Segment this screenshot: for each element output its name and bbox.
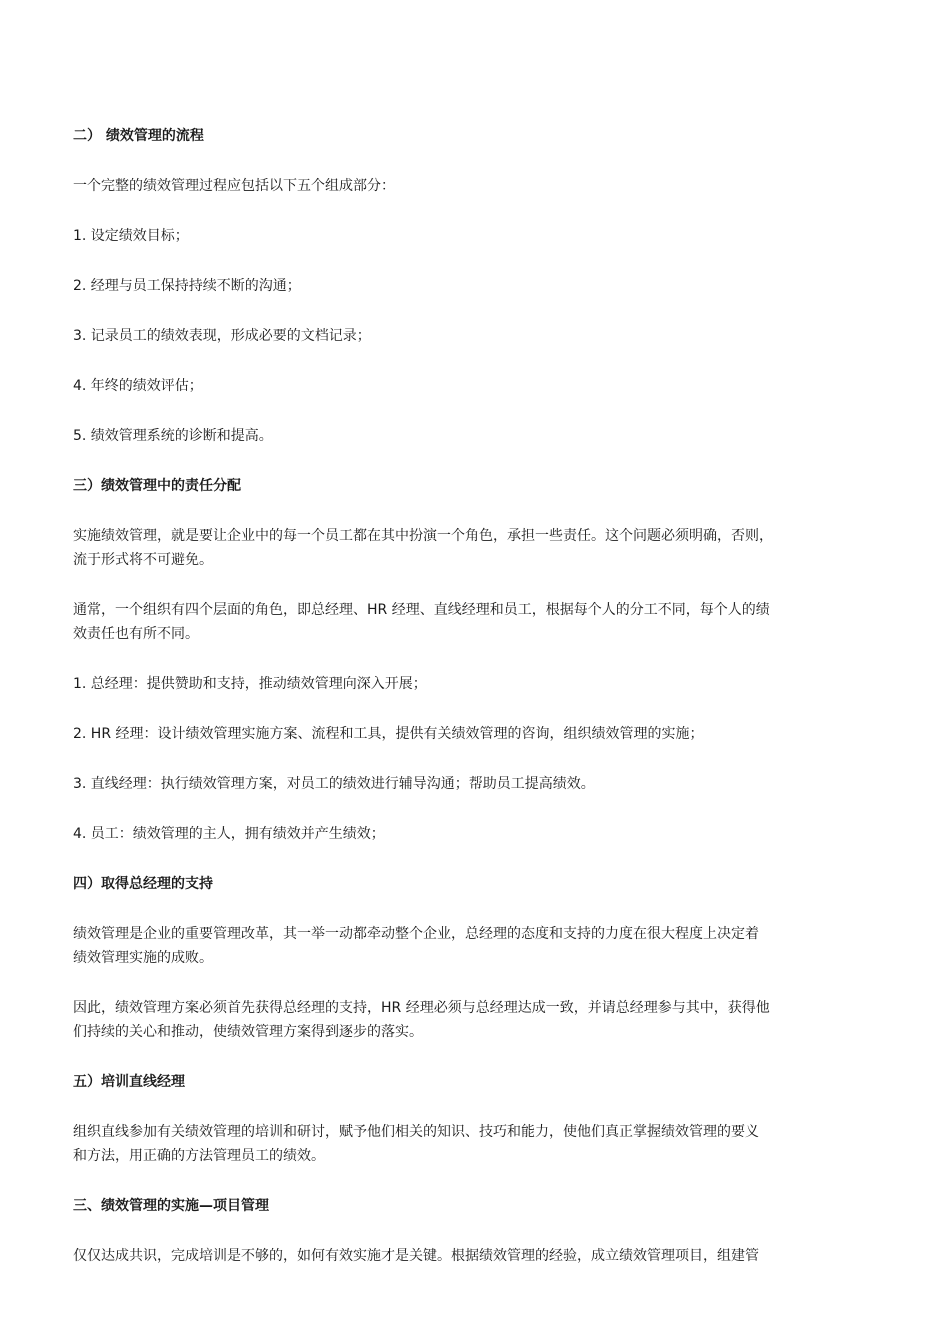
role-item-4: 4. 员工：绩效管理的主人，拥有绩效并产生绩效； <box>73 826 385 842</box>
section-heading-implementation: 三、绩效管理的实施—项目管理 <box>73 1198 269 1214</box>
role-item-2: 2. HR 经理：设计绩效管理实施方案、流程和工具，提供有关绩效管理的咨询，组织绩效管理的实施； <box>73 726 704 742</box>
section-heading-process: 二） 绩效管理的流程 <box>73 128 204 144</box>
paragraph-intro: 一个完整的绩效管理过程应包括以下五个组成部分： <box>73 178 395 194</box>
paragraph-line: 和方法，用正确的方法管理员工的绩效。 <box>73 1148 325 1164</box>
list-item-3: 3. 记录员工的绩效表现，形成必要的文档记录； <box>73 328 371 344</box>
paragraph-line: 效责任也有所不同。 <box>73 626 199 642</box>
paragraph-line: 们持续的关心和推动，使绩效管理方案得到逐步的落实。 <box>73 1024 423 1040</box>
section-heading-gm-support: 四）取得总经理的支持 <box>73 876 213 892</box>
paragraph-line: 因此，绩效管理方案必须首先获得总经理的支持，HR 经理必须与总经理达成一致，并请总经理参与其中，获得他 <box>73 1000 770 1016</box>
paragraph-line: 通常，一个组织有四个层面的角色，即总经理、HR 经理、直线经理和员工，根据每个人的分工不同，每个人的绩 <box>73 602 770 618</box>
document-page <box>73 124 873 1268</box>
paragraph-gm-1 <box>73 922 873 970</box>
section-heading-training: 五）培训直线经理 <box>73 1074 185 1090</box>
list-item-5: 5. 绩效管理系统的诊断和提高。 <box>73 428 273 444</box>
paragraph-roles <box>73 598 873 646</box>
paragraph-responsibility <box>73 524 873 572</box>
role-item-1: 1. 总经理：提供赞助和支持，推动绩效管理向深入开展； <box>73 676 427 692</box>
list-item-2: 2. 经理与员工保持持续不断的沟通； <box>73 278 301 294</box>
paragraph-training <box>73 1120 873 1168</box>
list-item-4: 4. 年终的绩效评估； <box>73 378 203 394</box>
paragraph-implementation <box>73 1244 873 1268</box>
paragraph-line: 组织直线参加有关绩效管理的培训和研讨，赋予他们相关的知识、技巧和能力，使他们真正掌握绩效管理的要义 <box>73 1124 759 1140</box>
paragraph-line: 绩效管理是企业的重要管理改革，其一举一动都牵动整个企业，总经理的态度和支持的力度在很大程度上决定着 <box>73 926 759 942</box>
role-item-3: 3. 直线经理：执行绩效管理方案，对员工的绩效进行辅导沟通；帮助员工提高绩效。 <box>73 776 595 792</box>
paragraph-line: 绩效管理实施的成败。 <box>73 950 213 966</box>
paragraph-line: 实施绩效管理，就是要让企业中的每一个员工都在其中扮演一个角色，承担一些责任。这个问题必须明确，否则， <box>73 528 773 544</box>
paragraph-line: 流于形式将不可避免。 <box>73 552 213 568</box>
paragraph-line: 仅仅达成共识，完成培训是不够的，如何有效实施才是关键。根据绩效管理的经验，成立绩效管理项目，组建管 <box>73 1248 759 1264</box>
section-heading-responsibility: 三）绩效管理中的责任分配 <box>73 478 241 494</box>
paragraph-gm-2 <box>73 996 873 1044</box>
list-item-1: 1. 设定绩效目标； <box>73 228 189 244</box>
